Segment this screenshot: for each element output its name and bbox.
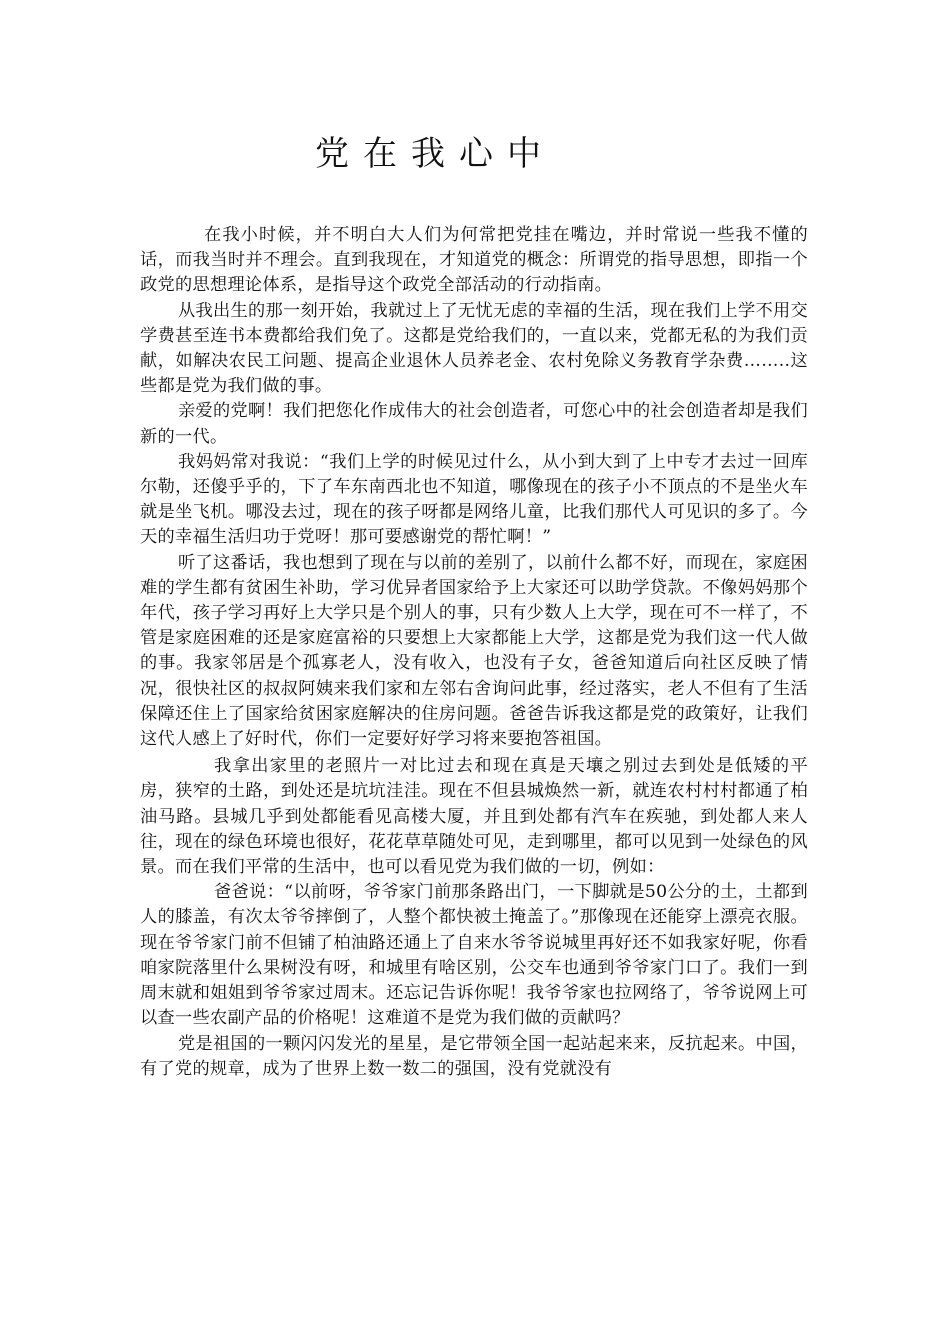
- paragraph-6: 我拿出家里的老照片一对比过去和现在真是天壤之别过去到处是低矮的平房，狭窄的土路，到处还是坑坑洼洼。现在不但县城焕然一新，就连农村村村都通了柏油马路。县城几乎到处都能看见高楼大厦，并且到处都有汽车在疾驰，到处都人来人往，现在的绿色环境也很好，花花草草随处可见，走到哪里，都可以见到一处绿色的风景。而在我们平常的生活中，也可以看见党为我们做的一切，例如：: [140, 756, 808, 878]
- paragraph-3: 亲爱的党啊！我们把您化作成伟大的社会创造者，可您心中的社会创造者却是我们新的一代。: [140, 401, 808, 447]
- article-body: [140, 223, 808, 1082]
- paragraph-1: 在我小时候，并不明白大人们为何常把党挂在嘴边，并时常说一些我不懂的话，而我当时并不理会。直到我现在，才知道党的概念：所谓党的指导思想，即指一个政党的思想理论体系，是指导这个政党全部活动的行动指南。: [140, 225, 808, 296]
- paragraph-2: 从我出生的那一刻开始，我就过上了无忧无虑的幸福的生活，现在我们上学不用交学费甚至连书本费都给我们免了。这都是党给我们的，一直以来，党都无私的为我们贡献，如解决农民工问题、提高企业退休人员养老金、农村免除义务教育学杂费……..这些都是党为我们做的事。: [140, 300, 808, 397]
- paragraph-4: 我妈妈常对我说：“我们上学的时候见过什么，从小到大到了上中专才去过一回库尔勒，还傻乎乎的，下了车东南西北也不知道，哪像现在的孩子小不顶点的不是坐火车就是坐飞机。哪没去过，现在的孩子呀都是网络儿童，比我们那代人可见识的多了。今天的幸福生活归功于党呀！那可要感谢党的帮忙啊！”: [140, 451, 808, 548]
- paragraph-5: 听了这番话，我也想到了现在与以前的差别了，以前什么都不好，而现在，家庭困难的学生都有贫困生补助，学习优异者国家给予上大家还可以助学贷款。不像妈妈那个年代，孩子学习再好上大学只是个别人的事，只有少数人上大学，现在可不一样了，不管是家庭困难的还是家庭富裕的只要想上大家都能上大学，这都是党为我们这一代人做的事。我家邻居是个孤寡老人，没有收入，也没有子女，爸爸知道后向社区反映了情况，很快社区的叔叔阿姨来我们家和左邻右舍询问此事，经过落实，老人不但有了生活保障还住上了国家给贫困家庭解决的住房问题。爸爸告诉我这都是党的政策好，让我们这代人感上了好时代，你们一定要好好学习将来要抱答祖国。: [140, 552, 808, 750]
- paragraph-8: 党是祖国的一颗闪闪发光的星星，是它带领全国一起站起来来，反抗起来。中国，有了党的规章，成为了世界上数一数二的强国，没有党就没有: [140, 1033, 808, 1079]
- page-title: 党在我心中: [315, 134, 555, 174]
- paragraph-7: 爸爸说：“以前呀，爷爷家门前那条路出门，一下脚就是50公分的土，土都到人的膝盖，有次太爷爷摔倒了，人整个都快被土掩盖了。”那像现在还能穿上漂亮衣服。现在爷爷家门前不但铺了柏油路还通上了自来水爷爷说城里再好还不如我家好呢，你看咱家院落里什么果树没有呀，和城里有啥区别，公交车也通到爷爷家门口了。我们一到周末就和姐姐到爷爷家过周末。还忘记告诉你呢！我爷爷家也拉网络了，爷爷说网上可以查一些农副产品的价格呢！这难道不是党为我们做的贡献吗？: [140, 882, 808, 1029]
